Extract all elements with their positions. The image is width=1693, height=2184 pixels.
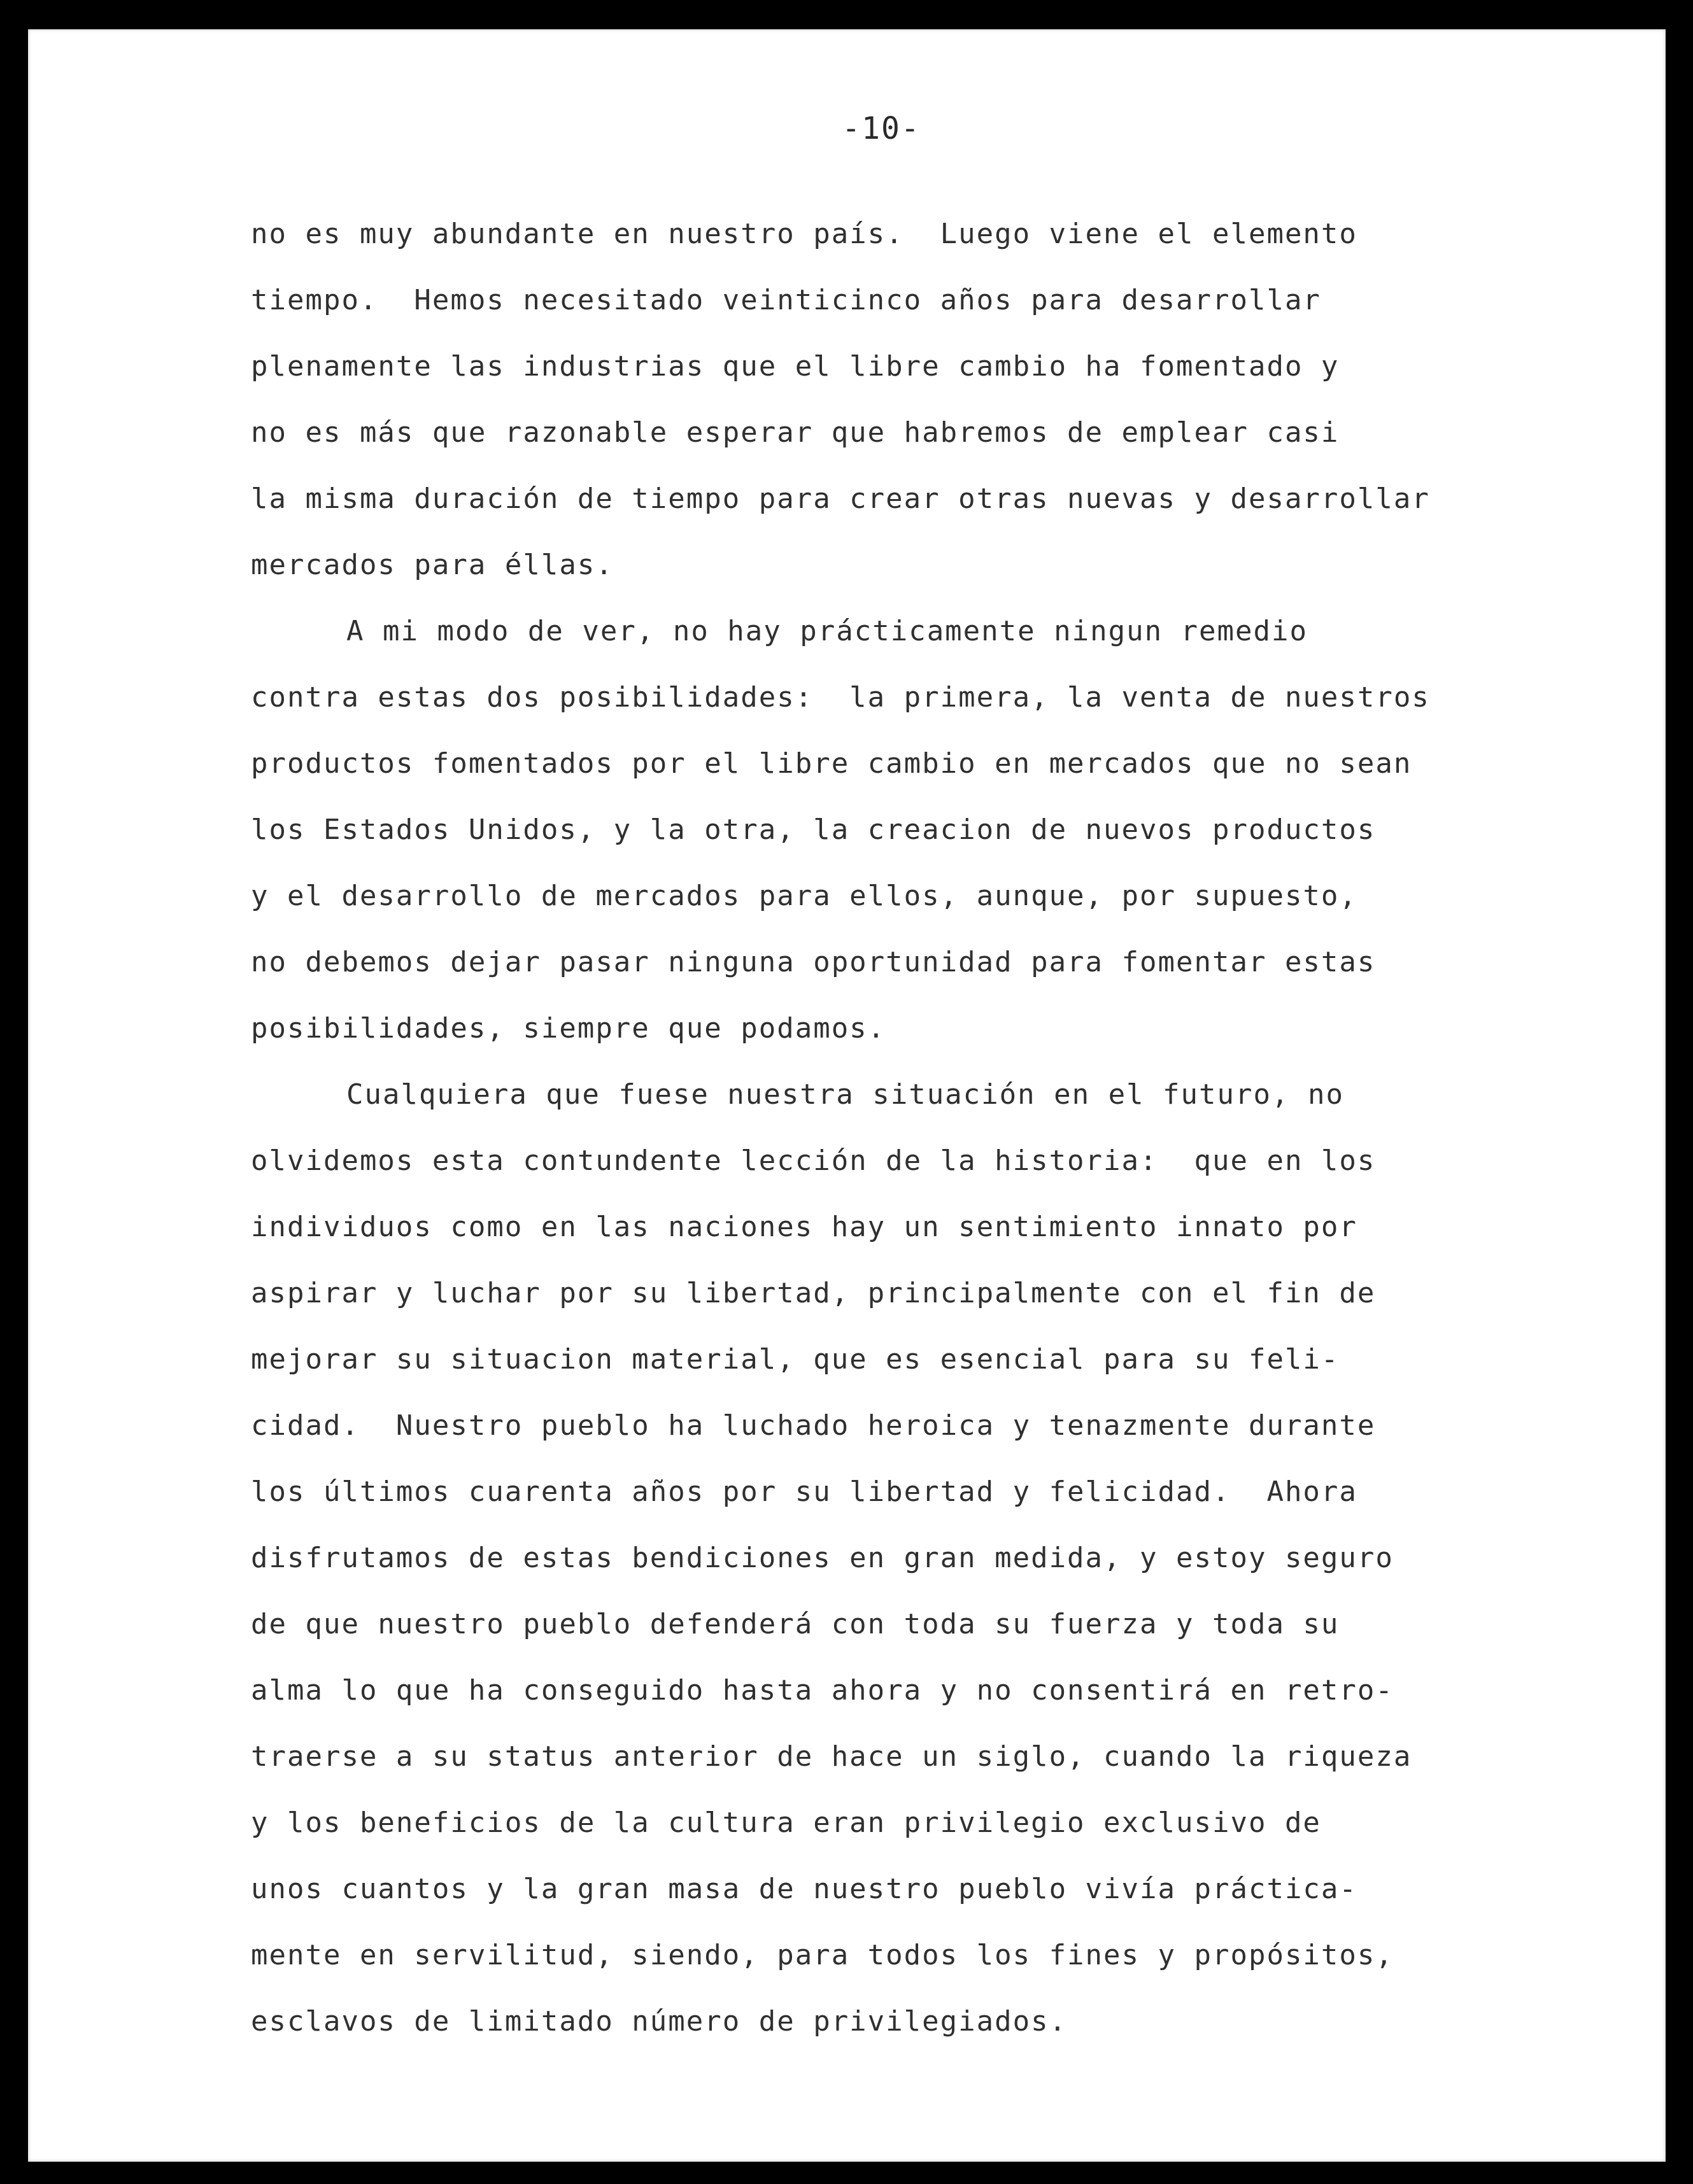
- text-line: de que nuestro pueblo defenderá con toda su fuerza y toda su: [251, 1608, 1340, 1640]
- text-line: plenamente las industrias que el libre cambio ha fomentado y: [251, 350, 1340, 383]
- text-line: mente en servilitud, siendo, para todos los fines y propósitos,: [251, 1939, 1394, 1971]
- text-line: individuos como en las naciones hay un sentimiento innato por: [251, 1211, 1357, 1243]
- text-line: y los beneficios de la cultura eran privilegio exclusivo de: [251, 1807, 1321, 1839]
- text-line: los últimos cuarenta años por su libertad y felicidad. Ahora: [251, 1476, 1357, 1508]
- text-line: los Estados Unidos, y la otra, la creacion de nuevos productos: [251, 814, 1376, 846]
- text-line: traerse a su status anterior de hace un siglo, cuando la riqueza: [251, 1740, 1412, 1773]
- page-number: -10-: [842, 111, 921, 146]
- text-line: no es más que razonable esperar que habremos de emplear casi: [251, 416, 1340, 449]
- text-line: mejorar su situacion material, que es esencial para su feli-: [251, 1343, 1340, 1376]
- text-line: cidad. Nuestro pueblo ha luchado heroica y tenazmente durante: [251, 1409, 1376, 1442]
- text-line: mercados para éllas.: [251, 549, 614, 581]
- text-line: alma lo que ha conseguido hasta ahora y no consentirá en retro-: [251, 1674, 1394, 1707]
- text-line: la misma duración de tiempo para crear otras nuevas y desarrollar: [251, 483, 1430, 515]
- text-line: y el desarrollo de mercados para ellos, aunque, por supuesto,: [251, 880, 1357, 912]
- document-page: [28, 29, 1666, 2162]
- paragraph-start-line: Cualquiera que fuese nuestra situación en el futuro, no: [346, 1078, 1344, 1111]
- text-line: no es muy abundante en nuestro país. Luego viene el elemento: [251, 218, 1357, 250]
- body-text: [251, 201, 1556, 2055]
- text-line: productos fomentados por el libre cambio en mercados que no sean: [251, 747, 1412, 780]
- text-line: contra estas dos posibilidades: la primera, la venta de nuestros: [251, 681, 1430, 714]
- paragraph-start-line: A mi modo de ver, no hay prácticamente ningun remedio: [346, 615, 1308, 647]
- text-line: unos cuantos y la gran masa de nuestro pueblo vivía práctica-: [251, 1873, 1357, 1905]
- text-line: disfrutamos de estas bendiciones en gran medida, y estoy seguro: [251, 1542, 1394, 1574]
- text-line: esclavos de limitado número de privilegiados.: [251, 2005, 1068, 2038]
- text-line: no debemos dejar pasar ninguna oportunidad para fomentar estas: [251, 946, 1376, 978]
- text-line: aspirar y luchar por su libertad, principalmente con el fin de: [251, 1277, 1376, 1309]
- text-line: olvidemos esta contundente lección de la historia: que en los: [251, 1145, 1376, 1177]
- text-line: posibilidades, siempre que podamos.: [251, 1012, 886, 1045]
- text-line: tiempo. Hemos necesitado veinticinco años para desarrollar: [251, 284, 1321, 316]
